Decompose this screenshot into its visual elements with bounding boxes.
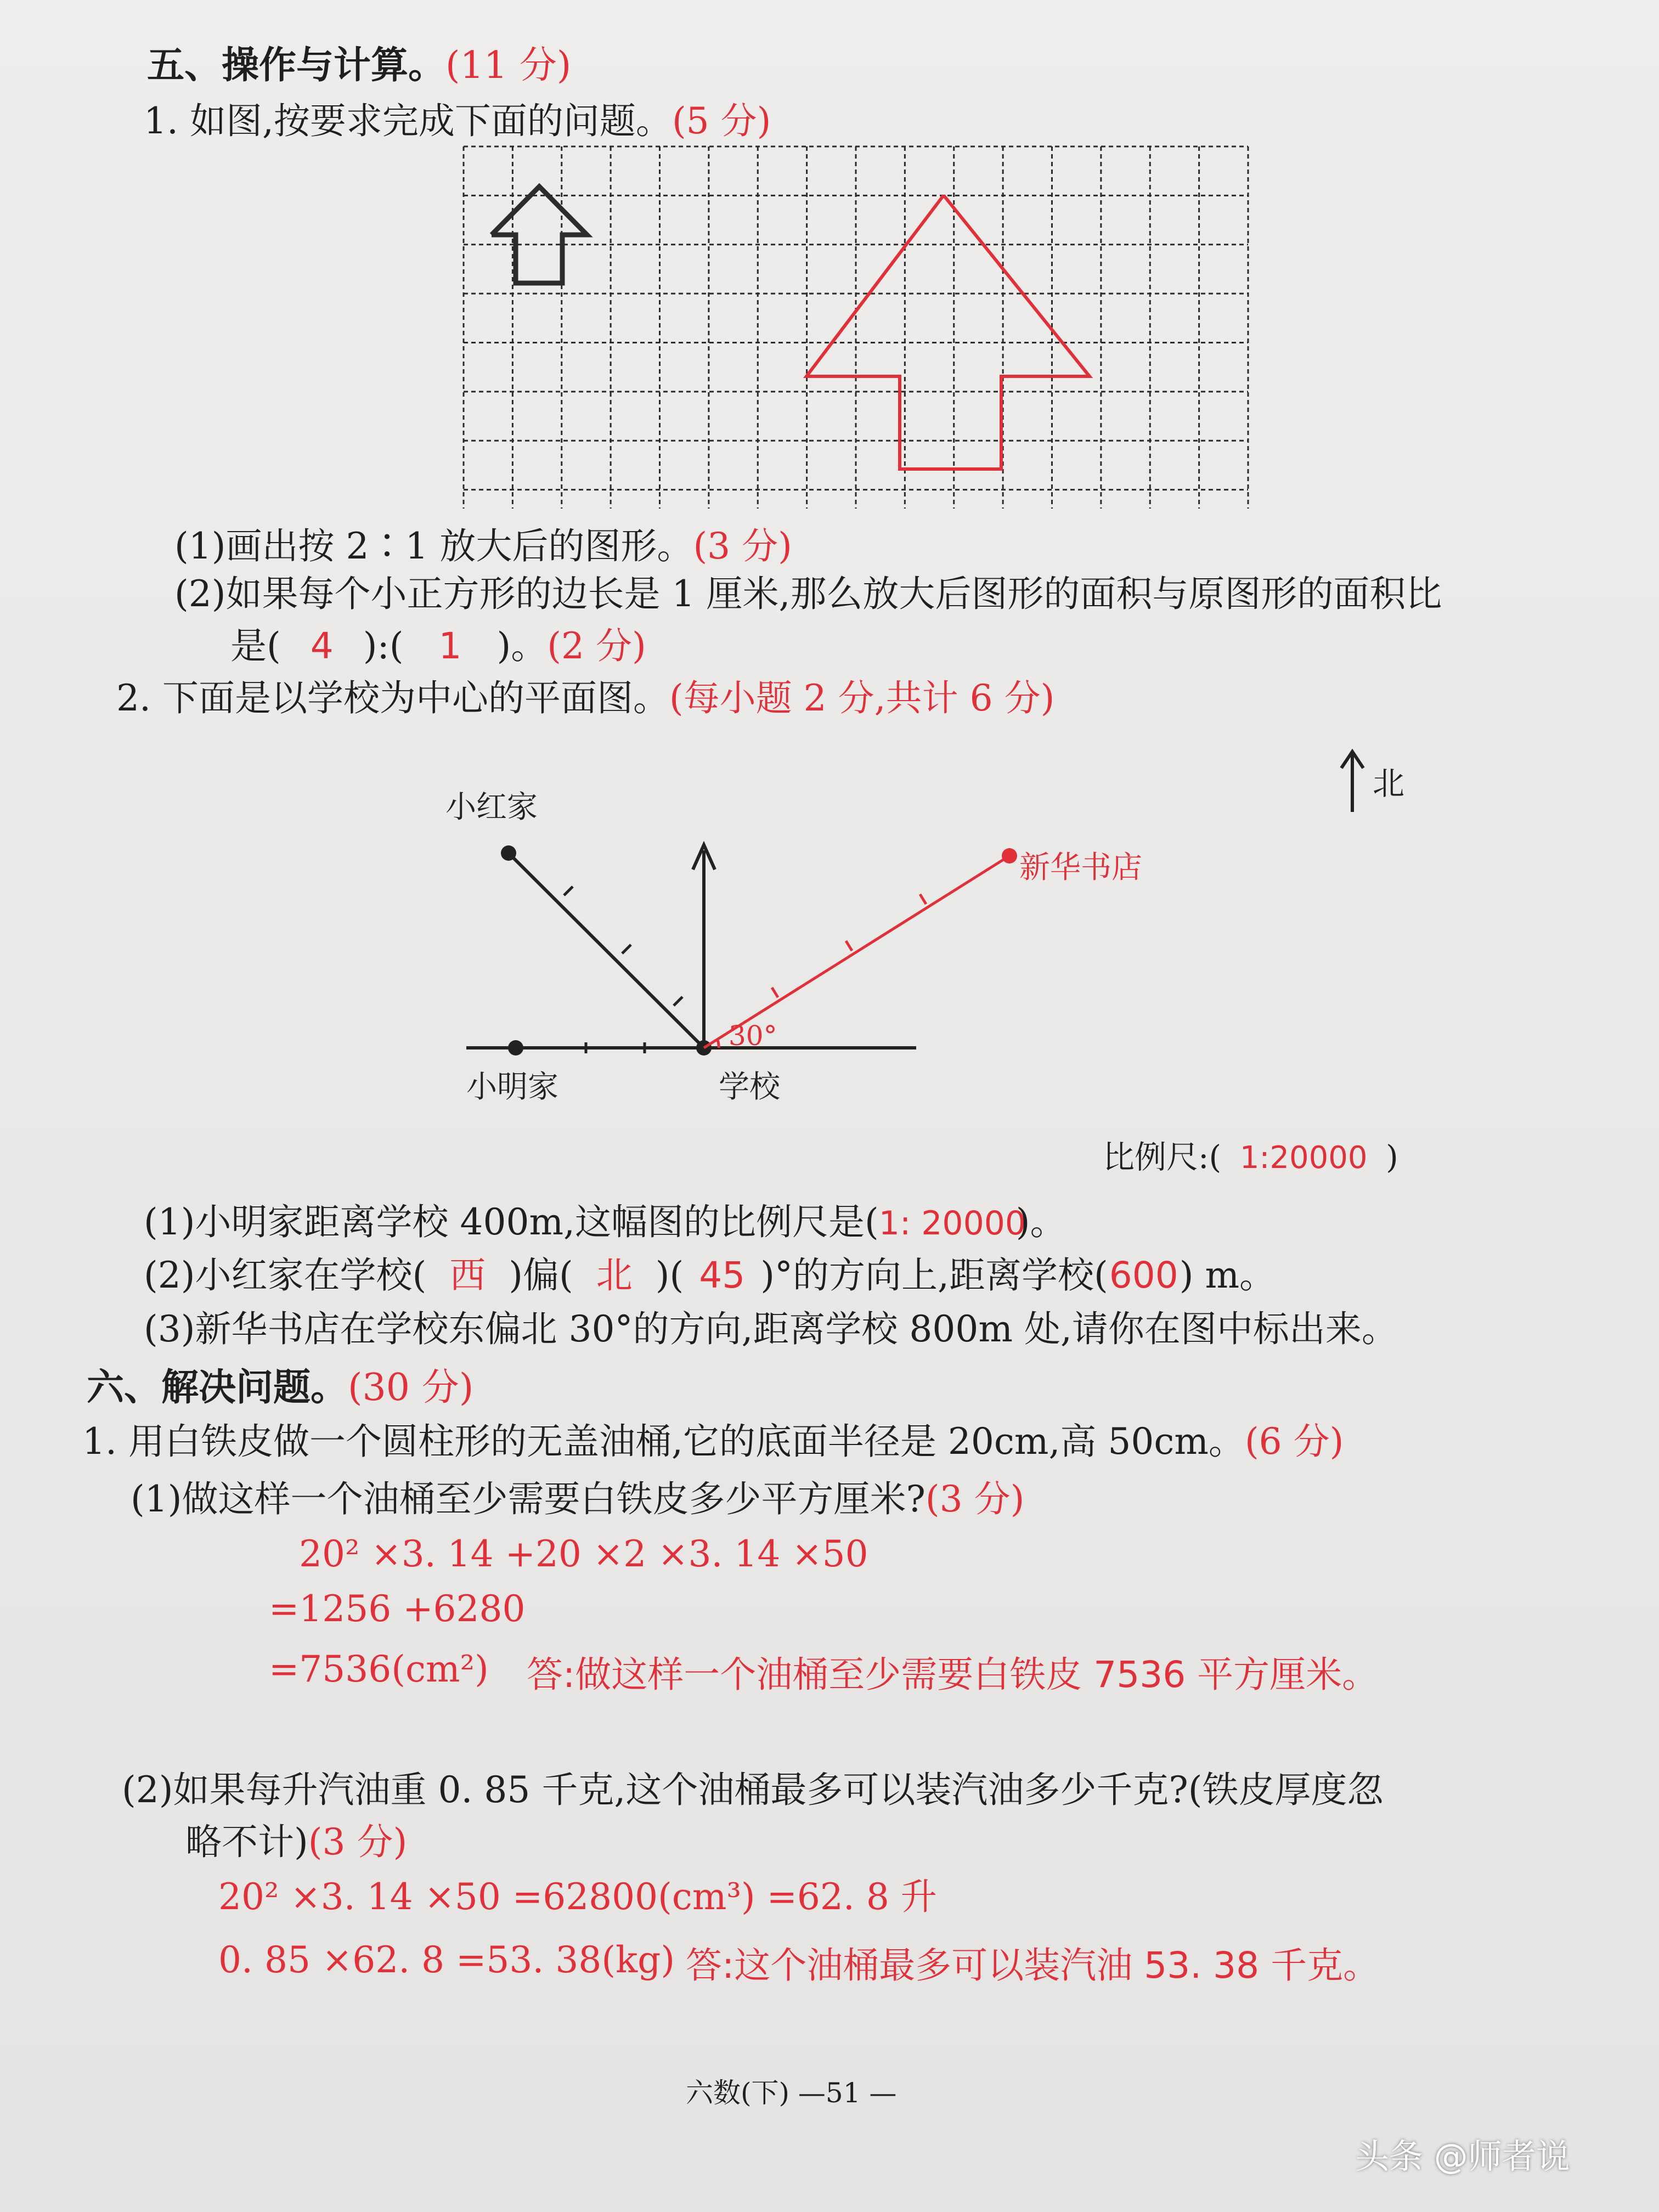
bookstore-point	[1002, 848, 1017, 864]
q2-text: 2. 下面是以学校为中心的平面图。	[116, 677, 669, 719]
q1-score: (5 分)	[672, 100, 771, 142]
q2-sub1-answer: 1: 20000	[878, 1204, 1026, 1243]
q1-label	[144, 100, 771, 142]
enlarged-arrow	[806, 195, 1090, 469]
q1-sub2-line1: (2)如果每个小正方形的边长是 1 厘米,那么放大后图形的面积与原图形的面积比	[174, 573, 1442, 615]
degree-answer: 45	[699, 1254, 746, 1296]
bookstore-ticks	[772, 894, 926, 997]
section5-title: 五、操作与计算。	[147, 43, 446, 87]
s6-sub2-text: 略不计)	[185, 1821, 308, 1863]
q2-sub2-mid2: )(	[655, 1254, 684, 1296]
north-indicator	[1341, 752, 1363, 812]
q2-sub1-pre: (1)小明家距离学校 400m,这幅图的比例尺是(	[144, 1201, 879, 1243]
ratio-answer-1: 4	[310, 625, 334, 667]
school-map	[428, 746, 1525, 1185]
q2-sub2	[144, 1254, 1276, 1296]
distance-answer: 600	[1109, 1254, 1178, 1296]
section5-heading	[147, 43, 572, 87]
sub2-pre: 是(	[230, 625, 281, 667]
scale-answer: 1:20000	[1239, 1140, 1368, 1176]
page-footer: 六数(下) —51 —	[686, 2077, 897, 2109]
section6-heading	[87, 1365, 474, 1409]
q1-sub1	[174, 525, 792, 567]
xiaohong-point	[501, 845, 516, 861]
sub2-post: )。	[496, 625, 548, 667]
q2-sub3: (3)新华书店在学校东偏北 30°的方向,距离学校 800m 处,请你在图中标出来。	[144, 1308, 1398, 1350]
sub2-score: (2 分)	[547, 625, 646, 667]
sub2-mid: ):(	[363, 625, 404, 667]
bookstore-line	[704, 856, 1009, 1048]
q2-label	[116, 677, 1055, 719]
calc2-line2: 0. 85 ×62. 8 =53. 38(kg)	[218, 1939, 675, 1981]
xiaoming-point	[508, 1040, 523, 1056]
q2-sub1	[144, 1201, 1066, 1243]
q1-text: 1. 如图,按要求完成下面的问题。	[144, 100, 672, 142]
s6-q1-sub1	[131, 1478, 1025, 1520]
calc1-answer: 答:做这样一个油桶至少需要白铁皮 7536 平方厘米。	[527, 1654, 1379, 1696]
calc1-line2: =1256 +6280	[269, 1588, 526, 1630]
s6-q1-sub2-line2	[185, 1821, 408, 1863]
s6-q1-label	[82, 1420, 1344, 1463]
calc2-answer: 答:这个油桶最多可以装汽油 53. 38 千克。	[686, 1944, 1380, 1987]
ratio-answer-2: 1	[438, 625, 462, 667]
q1-sub2-line2	[230, 625, 646, 667]
calc1-line3: =7536(cm²)	[269, 1648, 489, 1690]
s6-q1-sub2-line1: (2)如果每升汽油重 0. 85 千克,这个油桶最多可以装汽油多少千克?(铁皮厚度忽	[122, 1769, 1384, 1811]
watermark: 头条 @师者说	[1355, 2136, 1570, 2176]
north-label: 北	[1373, 765, 1405, 802]
direction-answer: 西	[449, 1254, 486, 1296]
s6-q1-score: (6 分)	[1244, 1420, 1344, 1463]
s6-sub2-score: (3 分)	[308, 1821, 408, 1863]
q1-sub1-text: (1)画出按 2∶1 放大后的图形。	[174, 525, 693, 567]
scale-label: 比例尺:(	[1103, 1138, 1222, 1176]
q2-score: (每小题 2 分,共计 6 分)	[669, 677, 1055, 719]
section5-score: (11 分)	[445, 44, 572, 87]
s6-sub1-text: (1)做这样一个油桶至少需要白铁皮多少平方厘米?	[131, 1478, 926, 1520]
calc1-line1: 20² ×3. 14 +20 ×2 ×3. 14 ×50	[299, 1533, 868, 1575]
q2-sub2-pre: (2)小红家在学校(	[144, 1254, 427, 1296]
section6-title: 六、解决问题。	[87, 1365, 348, 1409]
grid-figure	[461, 144, 1251, 512]
angle-label: 30°	[729, 1020, 777, 1052]
s6-q1-text: 1. 用白铁皮做一个圆柱形的无盖油桶,它的底面半径是 20cm,高 50cm。	[82, 1420, 1245, 1463]
s6-sub1-score: (3 分)	[925, 1478, 1025, 1520]
xiaohong-ticks	[564, 887, 682, 1006]
scale-box	[1103, 1138, 1398, 1176]
xiaohong-line	[509, 853, 704, 1048]
grid-lines	[464, 146, 1248, 509]
q2-sub2-mid3: )°的方向上,距离学校(	[760, 1254, 1108, 1296]
xiaoming-label: 小明家	[466, 1069, 558, 1105]
xiaohong-label: 小红家	[445, 789, 538, 825]
section6-score: (30 分)	[348, 1366, 474, 1409]
original-arrow-shape	[492, 187, 587, 283]
offset-answer: 北	[596, 1254, 633, 1296]
calc2-line1: 20² ×3. 14 ×50 =62800(cm³) =62. 8 升	[218, 1876, 937, 1918]
q2-sub2-mid1: )偏(	[509, 1254, 573, 1296]
scale-close: )	[1386, 1138, 1398, 1176]
q1-sub1-score: (3 分)	[693, 525, 792, 567]
school-label: 学校	[719, 1069, 780, 1105]
q2-sub1-post: )。	[1015, 1201, 1066, 1243]
bookstore-label: 新华书店	[1019, 850, 1142, 885]
q2-sub2-post: ) m。	[1179, 1254, 1276, 1296]
